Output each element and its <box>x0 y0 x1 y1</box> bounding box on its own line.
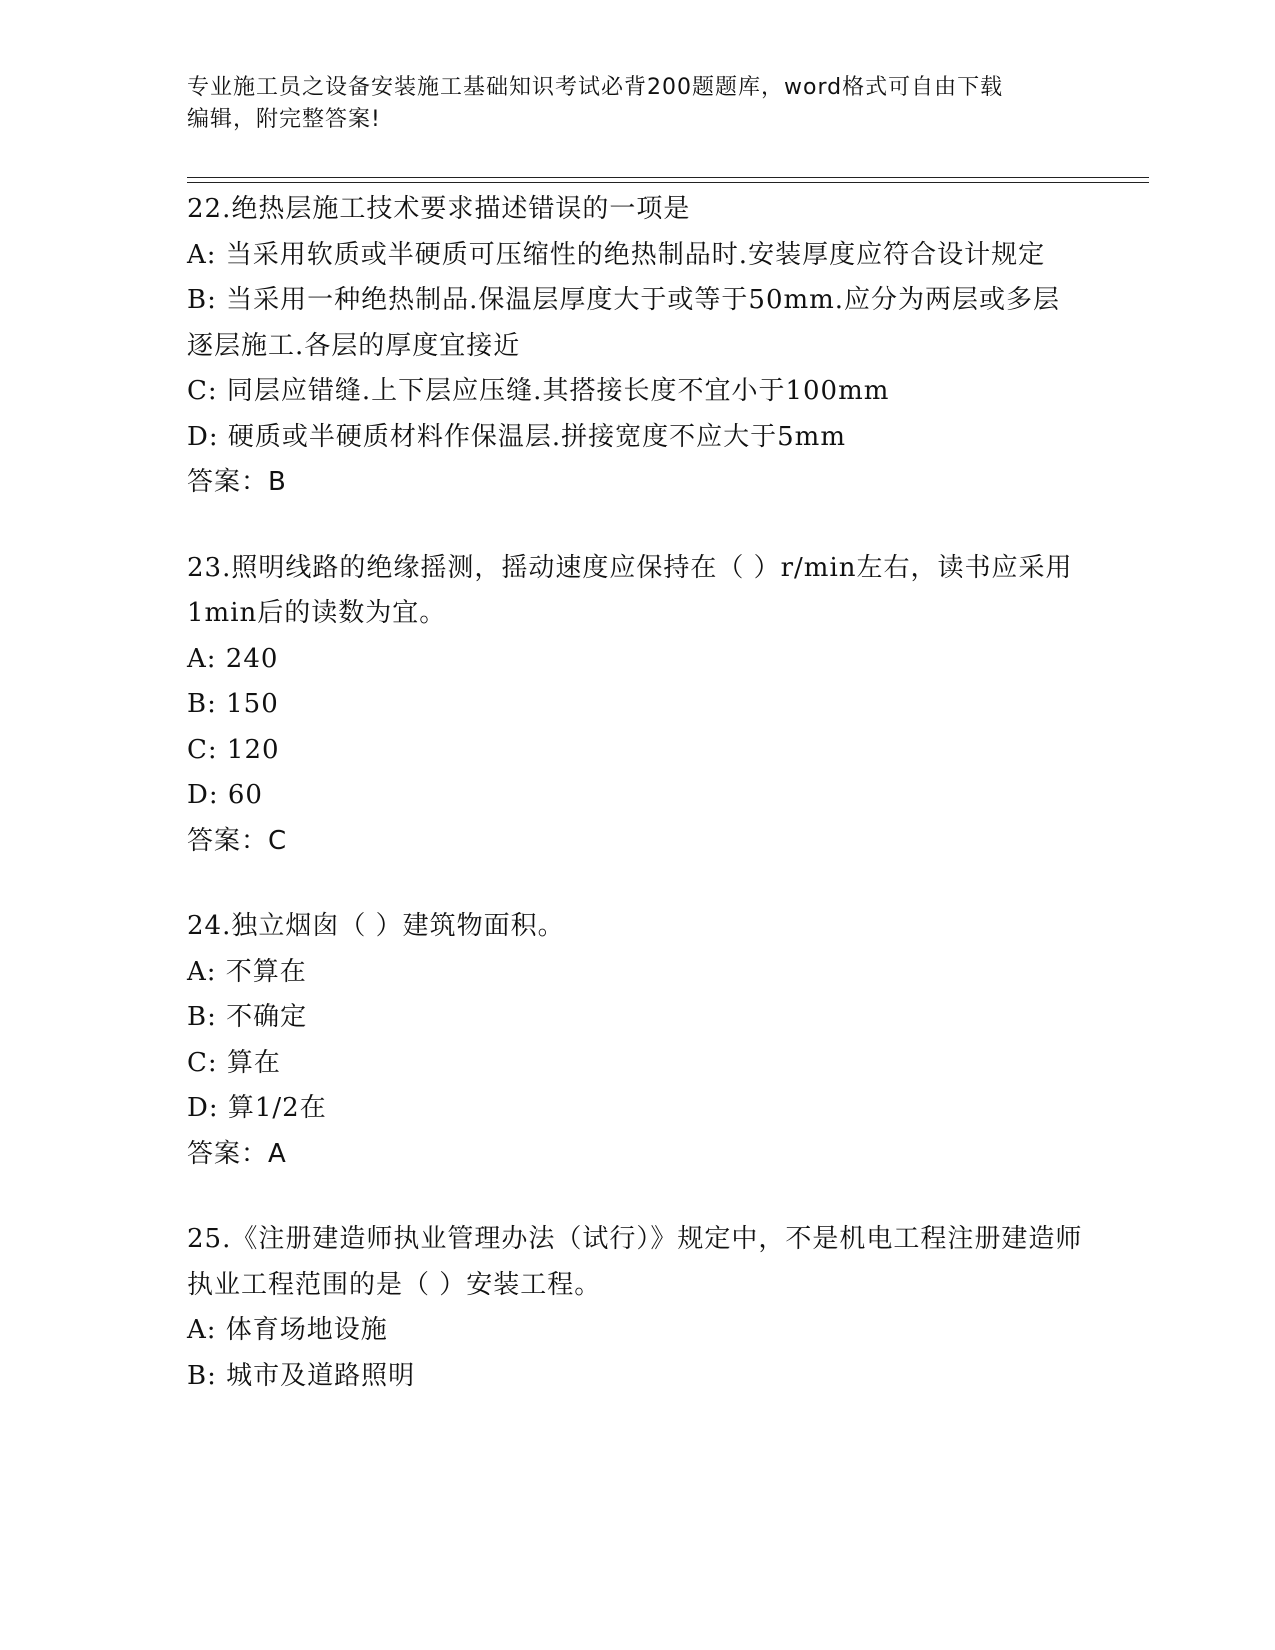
option-a: A: 240 <box>187 643 279 674</box>
option-d: D: 算1/2在 <box>187 1093 327 1123</box>
question-list <box>187 187 1087 1439</box>
question-stem: 24.独立烟囱（ ）建筑物面积。 <box>187 911 565 941</box>
option-c: C: 算在 <box>187 1047 281 1078</box>
question-24 <box>187 904 1087 1177</box>
question-stem: 23.照明线路的绝缘摇测，摇动速度应保持在（ ）r/min左右，读书应采用1min后的读数为宜。 <box>187 552 1073 628</box>
question-22 <box>187 187 1087 506</box>
option-b: B: 当采用一种绝热制品.保温层厚度大于或等于50mm.应分为两层或多层逐层施工.各层的厚度宜接近 <box>187 285 1061 361</box>
header-line-1: 专业施工员之设备安装施工基础知识考试必背200题题库，word格式可自由下载 <box>187 75 1004 100</box>
option-d: D: 60 <box>187 780 263 810</box>
document-header <box>187 72 1087 136</box>
option-b: B: 不确定 <box>187 1002 308 1032</box>
option-d: D: 硬质或半硬质材料作保温层.拼接宽度不应大于5mm <box>187 421 846 452</box>
question-stem: 25.《注册建造师执业管理办法（试行）》规定中，不是机电工程注册建造师执业工程范围的是（ ）安装工程。 <box>187 1224 1083 1300</box>
option-c: C: 120 <box>187 734 280 765</box>
header-line-2: 编辑，附完整答案! <box>187 107 381 132</box>
option-a: A: 体育场地设施 <box>187 1315 388 1345</box>
header-rule-top <box>187 177 1149 178</box>
option-b: B: 城市及道路照明 <box>187 1360 416 1391</box>
question-23 <box>187 546 1087 865</box>
header-rule-bottom <box>187 182 1149 183</box>
answer: 答案：A <box>187 1138 287 1169</box>
question-25 <box>187 1217 1087 1399</box>
answer: 答案：C <box>187 825 288 856</box>
answer: 答案：B <box>187 467 287 497</box>
option-c: C: 同层应错缝.上下层应压缝.其搭接长度不宜小于100mm <box>187 376 890 406</box>
option-a: A: 不算在 <box>187 956 307 987</box>
option-a: A: 当采用软质或半硬质可压缩性的绝热制品时.安装厚度应符合设计规定 <box>187 239 1046 270</box>
option-b: B: 150 <box>187 689 279 719</box>
question-stem: 22.绝热层施工技术要求描述错误的一项是 <box>187 194 691 224</box>
